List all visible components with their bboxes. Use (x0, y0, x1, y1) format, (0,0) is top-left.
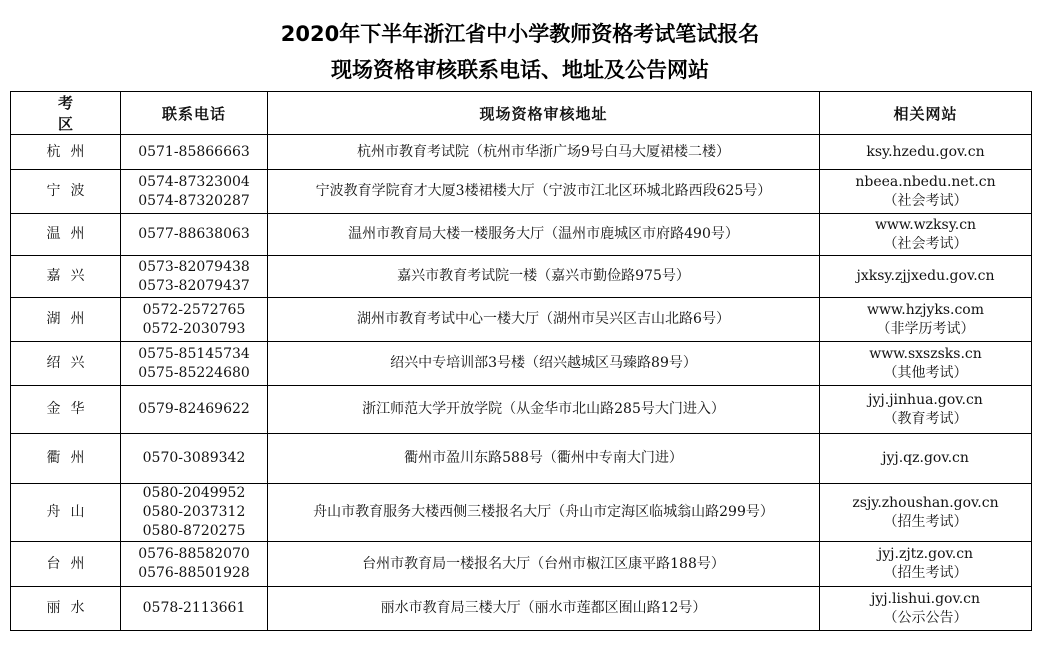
address-cell: 丽水市教育局三楼大厅（丽水市莲都区囿山路12号） (268, 587, 820, 631)
header-website: 相关网站 (820, 92, 1032, 135)
table-row (11, 135, 1032, 170)
table-row (11, 484, 1032, 542)
phone-number: 0577-88638063 (138, 226, 250, 242)
phone-cell (121, 298, 268, 342)
phone-number: 0573-82079438 (138, 258, 250, 275)
city-cell: 舟山 (11, 484, 121, 542)
phone-cell (121, 135, 268, 170)
website-category: （其他考试） (883, 364, 968, 381)
website-category: （非学历考试） (876, 320, 975, 337)
phone-number: 0575-85145734 (138, 345, 250, 362)
phone-number: 0573-82079437 (138, 277, 250, 294)
table-row (11, 434, 1032, 484)
address-cell: 宁波教育学院育才大厦3楼裙楼大厅（宁波市江北区环城北路西段625号） (268, 170, 820, 214)
website-cell (820, 484, 1032, 542)
city-cell: 台州 (11, 542, 121, 587)
phone-cell (121, 434, 268, 484)
phone-number: 0580-8720275 (142, 523, 246, 539)
contact-table (10, 91, 1032, 631)
website-url[interactable]: jyj.zjtz.gov.cn (877, 546, 974, 562)
city-cell: 湖州 (11, 298, 121, 342)
website-cell (820, 342, 1032, 386)
website-cell (820, 135, 1032, 170)
table-row (11, 587, 1032, 631)
phone-number: 0574-87323004 (138, 173, 250, 190)
page-title: 2020年下半年浙江省中小学教师资格考试笔试报名 (280, 22, 760, 46)
page-subtitle: 现场资格审核联系电话、地址及公告网站 (331, 58, 709, 82)
website-cell (820, 256, 1032, 298)
phone-number: 0579-82469622 (138, 401, 250, 417)
table-row (11, 342, 1032, 386)
city-cell: 绍兴 (11, 342, 121, 386)
city-cell: 杭州 (11, 135, 121, 170)
phone-number: 0580-2049952 (142, 485, 246, 501)
phone-number: 0574-87320287 (138, 192, 250, 209)
website-url[interactable]: jxksy.zjjxedu.gov.cn (856, 268, 995, 284)
table-row (11, 386, 1032, 434)
website-category: （招生考试） (883, 513, 968, 530)
website-cell (820, 386, 1032, 434)
city-cell: 宁波 (11, 170, 121, 214)
phone-cell (121, 214, 268, 256)
website-url[interactable]: jyj.lishui.gov.cn (870, 590, 981, 607)
website-cell (820, 214, 1032, 256)
phone-number: 0576-88582070 (138, 546, 250, 562)
address-cell: 湖州市教育考试中心一楼大厅（湖州市吴兴区吉山北路6号） (268, 298, 820, 342)
website-cell (820, 542, 1032, 587)
website-url[interactable]: www.hzjyks.com (866, 301, 985, 318)
address-cell: 舟山市教育服务大楼西侧三楼报名大厅（舟山市定海区临城翁山路299号） (268, 484, 820, 542)
header-phone: 联系电话 (121, 92, 268, 135)
table-row (11, 256, 1032, 298)
table-row (11, 214, 1032, 256)
address-cell: 绍兴中专培训部3号楼（绍兴越城区马臻路89号） (268, 342, 820, 386)
city-cell: 金华 (11, 386, 121, 434)
header-address: 现场资格审核地址 (268, 92, 820, 135)
website-category: （社会考试） (883, 192, 968, 209)
website-category: （社会考试） (883, 235, 968, 252)
phone-number: 0578-2113661 (142, 600, 246, 616)
phone-cell (121, 342, 268, 386)
website-url[interactable]: jyj.jinhua.gov.cn (868, 391, 983, 408)
phone-number: 0572-2572765 (142, 301, 246, 318)
table-row (11, 542, 1032, 587)
website-category: （招生考试） (883, 565, 968, 581)
address-cell: 杭州市教育考试院（杭州市华浙广场9号白马大厦裙楼二楼） (268, 135, 820, 170)
phone-cell (121, 484, 268, 542)
address-cell: 台州市教育局一楼报名大厅（台州市椒江区康平路188号） (268, 542, 820, 587)
website-url[interactable]: www.wzksy.cn (874, 216, 977, 233)
header-row (11, 92, 1032, 135)
city-cell: 温州 (11, 214, 121, 256)
website-cell (820, 587, 1032, 631)
phone-number: 0575-85224680 (138, 364, 250, 381)
address-cell: 浙江师范大学开放学院（从金华市北山路285号大门进入） (268, 386, 820, 434)
city-cell: 嘉兴 (11, 256, 121, 298)
phone-number: 0580-2037312 (142, 504, 246, 520)
address-cell: 嘉兴市教育考试院一楼（嘉兴市勤俭路975号） (268, 256, 820, 298)
table-row (11, 298, 1032, 342)
phone-cell (121, 386, 268, 434)
phone-cell (121, 542, 268, 587)
website-url[interactable]: ksy.hzedu.gov.cn (866, 143, 985, 160)
website-cell (820, 434, 1032, 484)
phone-number: 0576-88501928 (138, 565, 250, 581)
header-city: 考区 (11, 92, 121, 135)
table-body (11, 135, 1032, 631)
table-row (11, 170, 1032, 214)
phone-cell (121, 587, 268, 631)
city-cell: 衢州 (11, 434, 121, 484)
website-category: （教育考试） (883, 410, 968, 427)
city-cell: 丽水 (11, 587, 121, 631)
address-cell: 衢州市盈川东路588号（衢州中专南大门进） (268, 434, 820, 484)
phone-number: 0572-2030793 (142, 320, 246, 337)
address-cell: 温州市教育局大楼一楼服务大厅（温州市鹿城区市府路490号） (268, 214, 820, 256)
phone-number: 0571-85866663 (138, 143, 250, 160)
website-url[interactable]: jyj.qz.gov.cn (882, 450, 969, 466)
website-category: （公示公告） (883, 609, 968, 626)
website-url[interactable]: www.sxszsks.cn (869, 345, 982, 362)
phone-cell (121, 170, 268, 214)
website-url[interactable]: nbeea.nbedu.net.cn (855, 173, 996, 190)
website-cell (820, 298, 1032, 342)
website-url[interactable]: zsjy.zhoushan.gov.cn (852, 494, 999, 511)
phone-number: 0570-3089342 (142, 450, 246, 466)
phone-cell (121, 256, 268, 298)
website-cell (820, 170, 1032, 214)
